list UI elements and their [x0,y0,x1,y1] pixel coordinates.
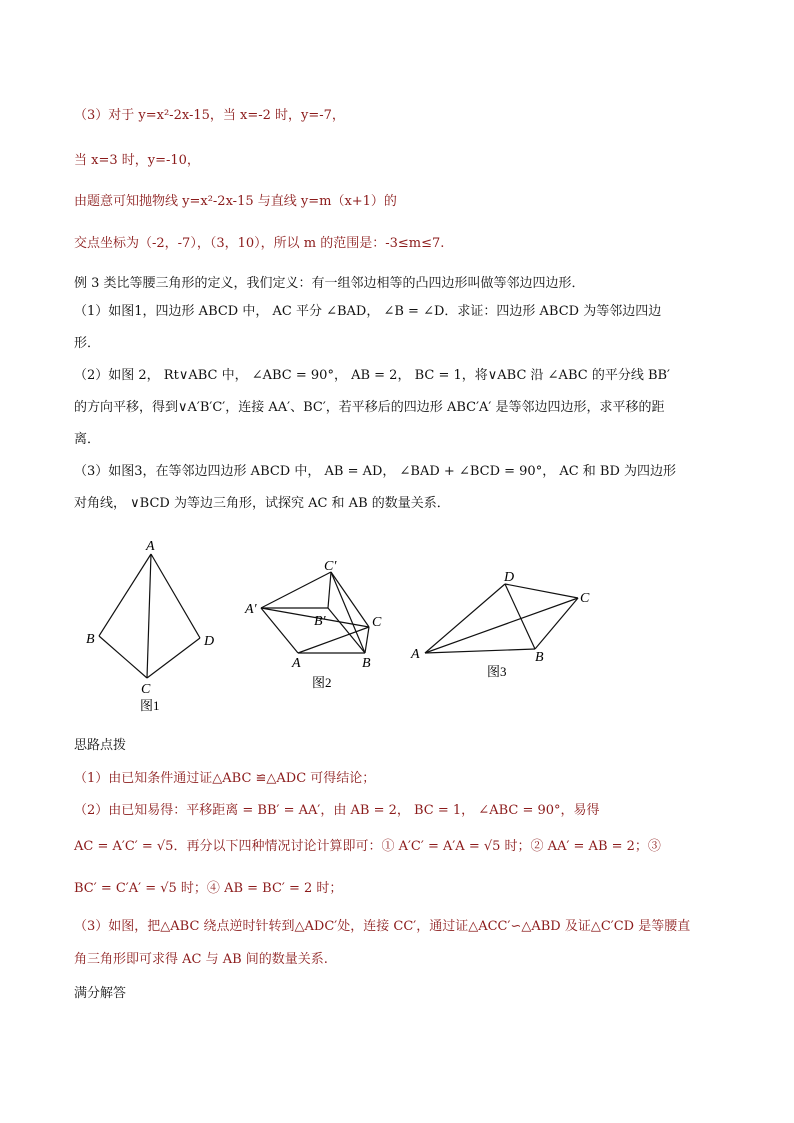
fig2-edge-aa1 [261,608,298,653]
example3-q1-line-1: （1）如图1，四边形 ABCD 中， AC 平分 ∠BAD， ∠B = ∠D．求证：四边形 ABCD 为等邻边四边 [74,304,662,319]
fig2-edge-c1a1 [261,572,331,608]
figure-1 [80,530,230,715]
fig3-edge-ad [425,584,505,653]
example3-q2-line-3: 离． [74,432,101,447]
part3-line-4: 交点坐标为（-2，-7），（3，10），所以 m 的范围是：-3≤m≤7. [74,236,445,251]
hint-2-line-2: AC = A′C′ = √5．再分以下四种情况讨论计算即可：① A′C′ = A′A = √5 时；② AA′ = AB = 2；③ [74,839,661,854]
hint-2-line-1: （2）由已知易得：平移距离 = BB′ = AA′，由 AB = 2， BC = 1， ∠ABC = 90°，易得 [74,803,600,818]
fig1-label-a: A [146,539,155,554]
fig3-label-b: B [535,650,544,665]
hint-3-line-2: 角三角形即可求得 AC 与 AB 间的数量关系. [74,952,328,967]
full-answer-heading: 满分解答 [74,986,127,1001]
part3-line-2: 当 x=3 时，y=-10， [74,153,200,168]
fig1-edge-ab [99,554,151,636]
figure-3 [405,565,605,685]
fig3-caption: 图3 [487,664,507,679]
example3-q2-line-2: 的方向平移，得到∨A′B′C′，连接 AA′、BC′，若平移后的四边形 ABC′A′ 是等邻边四边形，求平移的距 [74,400,665,415]
fig3-edge-dc [505,584,578,598]
fig1-caption: 图1 [140,698,160,713]
fig2-label-a1: A′ [245,602,257,617]
fig2-caption: 图2 [312,675,332,690]
fig2-edge-bc [365,627,369,653]
hints-heading: 思路点拨 [74,738,127,753]
fig2-edge-b1c1 [328,572,331,608]
part3-line-3: 由题意可知抛物线 y=x²-2x-15 与直线 y=m（x+1）的 [74,194,397,209]
fig2-label-c1: C′ [324,559,337,574]
fig1-edge-bc [99,636,147,678]
fig1-label-c: C [141,682,151,697]
part3-line-1: （3）对于 y=x²-2x-15，当 x=-2 时，y=-7， [74,108,345,123]
fig3-label-c: C [580,591,590,606]
fig2-edge-bc1 [331,572,365,653]
fig3-label-d: D [504,570,515,585]
fig3-label-a: A [411,647,420,662]
fig1-label-d: D [204,634,215,649]
hint-1: （1）由已知条件通过证△ABC ≌△ADC 可得结论； [74,771,376,786]
figure-2 [240,555,400,695]
fig2-edge-ca [298,627,369,653]
example3-q1-line-2: 形． [74,336,101,351]
fig3-diagonal-bd [505,584,535,649]
fig1-label-b: B [86,632,95,647]
hint-2-line-3: BC′ = C′A′ = √5 时；④ AB = BC′ = 2 时； [74,881,343,896]
example3-q3-line-2: 对角线， ∨BCD 为等边三角形，试探究 AC 和 AB 的数量关系． [74,496,450,511]
fig2-label-b: B [362,656,371,671]
fig1-edge-dc [147,638,200,678]
fig1-diagonal-ac [147,554,151,678]
fig2-label-c: C [372,615,382,630]
fig2-label-a: A [292,656,301,671]
fig3-edge-ba [425,649,535,653]
example3-q2-line-1: （2）如图 2， Rt∨ABC 中， ∠ABC = 90°， AB = 2， BC = 1，将∨ABC 沿 ∠ABC 的平分线 BB′ [74,368,671,383]
example3-q3-line-1: （3）如图3，在等邻边四边形 ABCD 中， AB = AD， ∠BAD + ∠BCD = 90°， AC 和 BD 为四边形 [74,464,677,479]
fig1-edge-ad [151,554,200,638]
example3-intro: 例 3 类比等腰三角形的定义，我们定义：有一组邻边相等的凸四边形叫做等邻边四边形． [74,276,585,291]
hint-3-line-1: （3）如图，把△ABC 绕点逆时针转到△ADC′处，连接 CC′，通过证△ACC′∽△ABD 及证△C′CD 是等腰直 [74,919,691,934]
fig2-label-b1: B′ [314,614,326,629]
